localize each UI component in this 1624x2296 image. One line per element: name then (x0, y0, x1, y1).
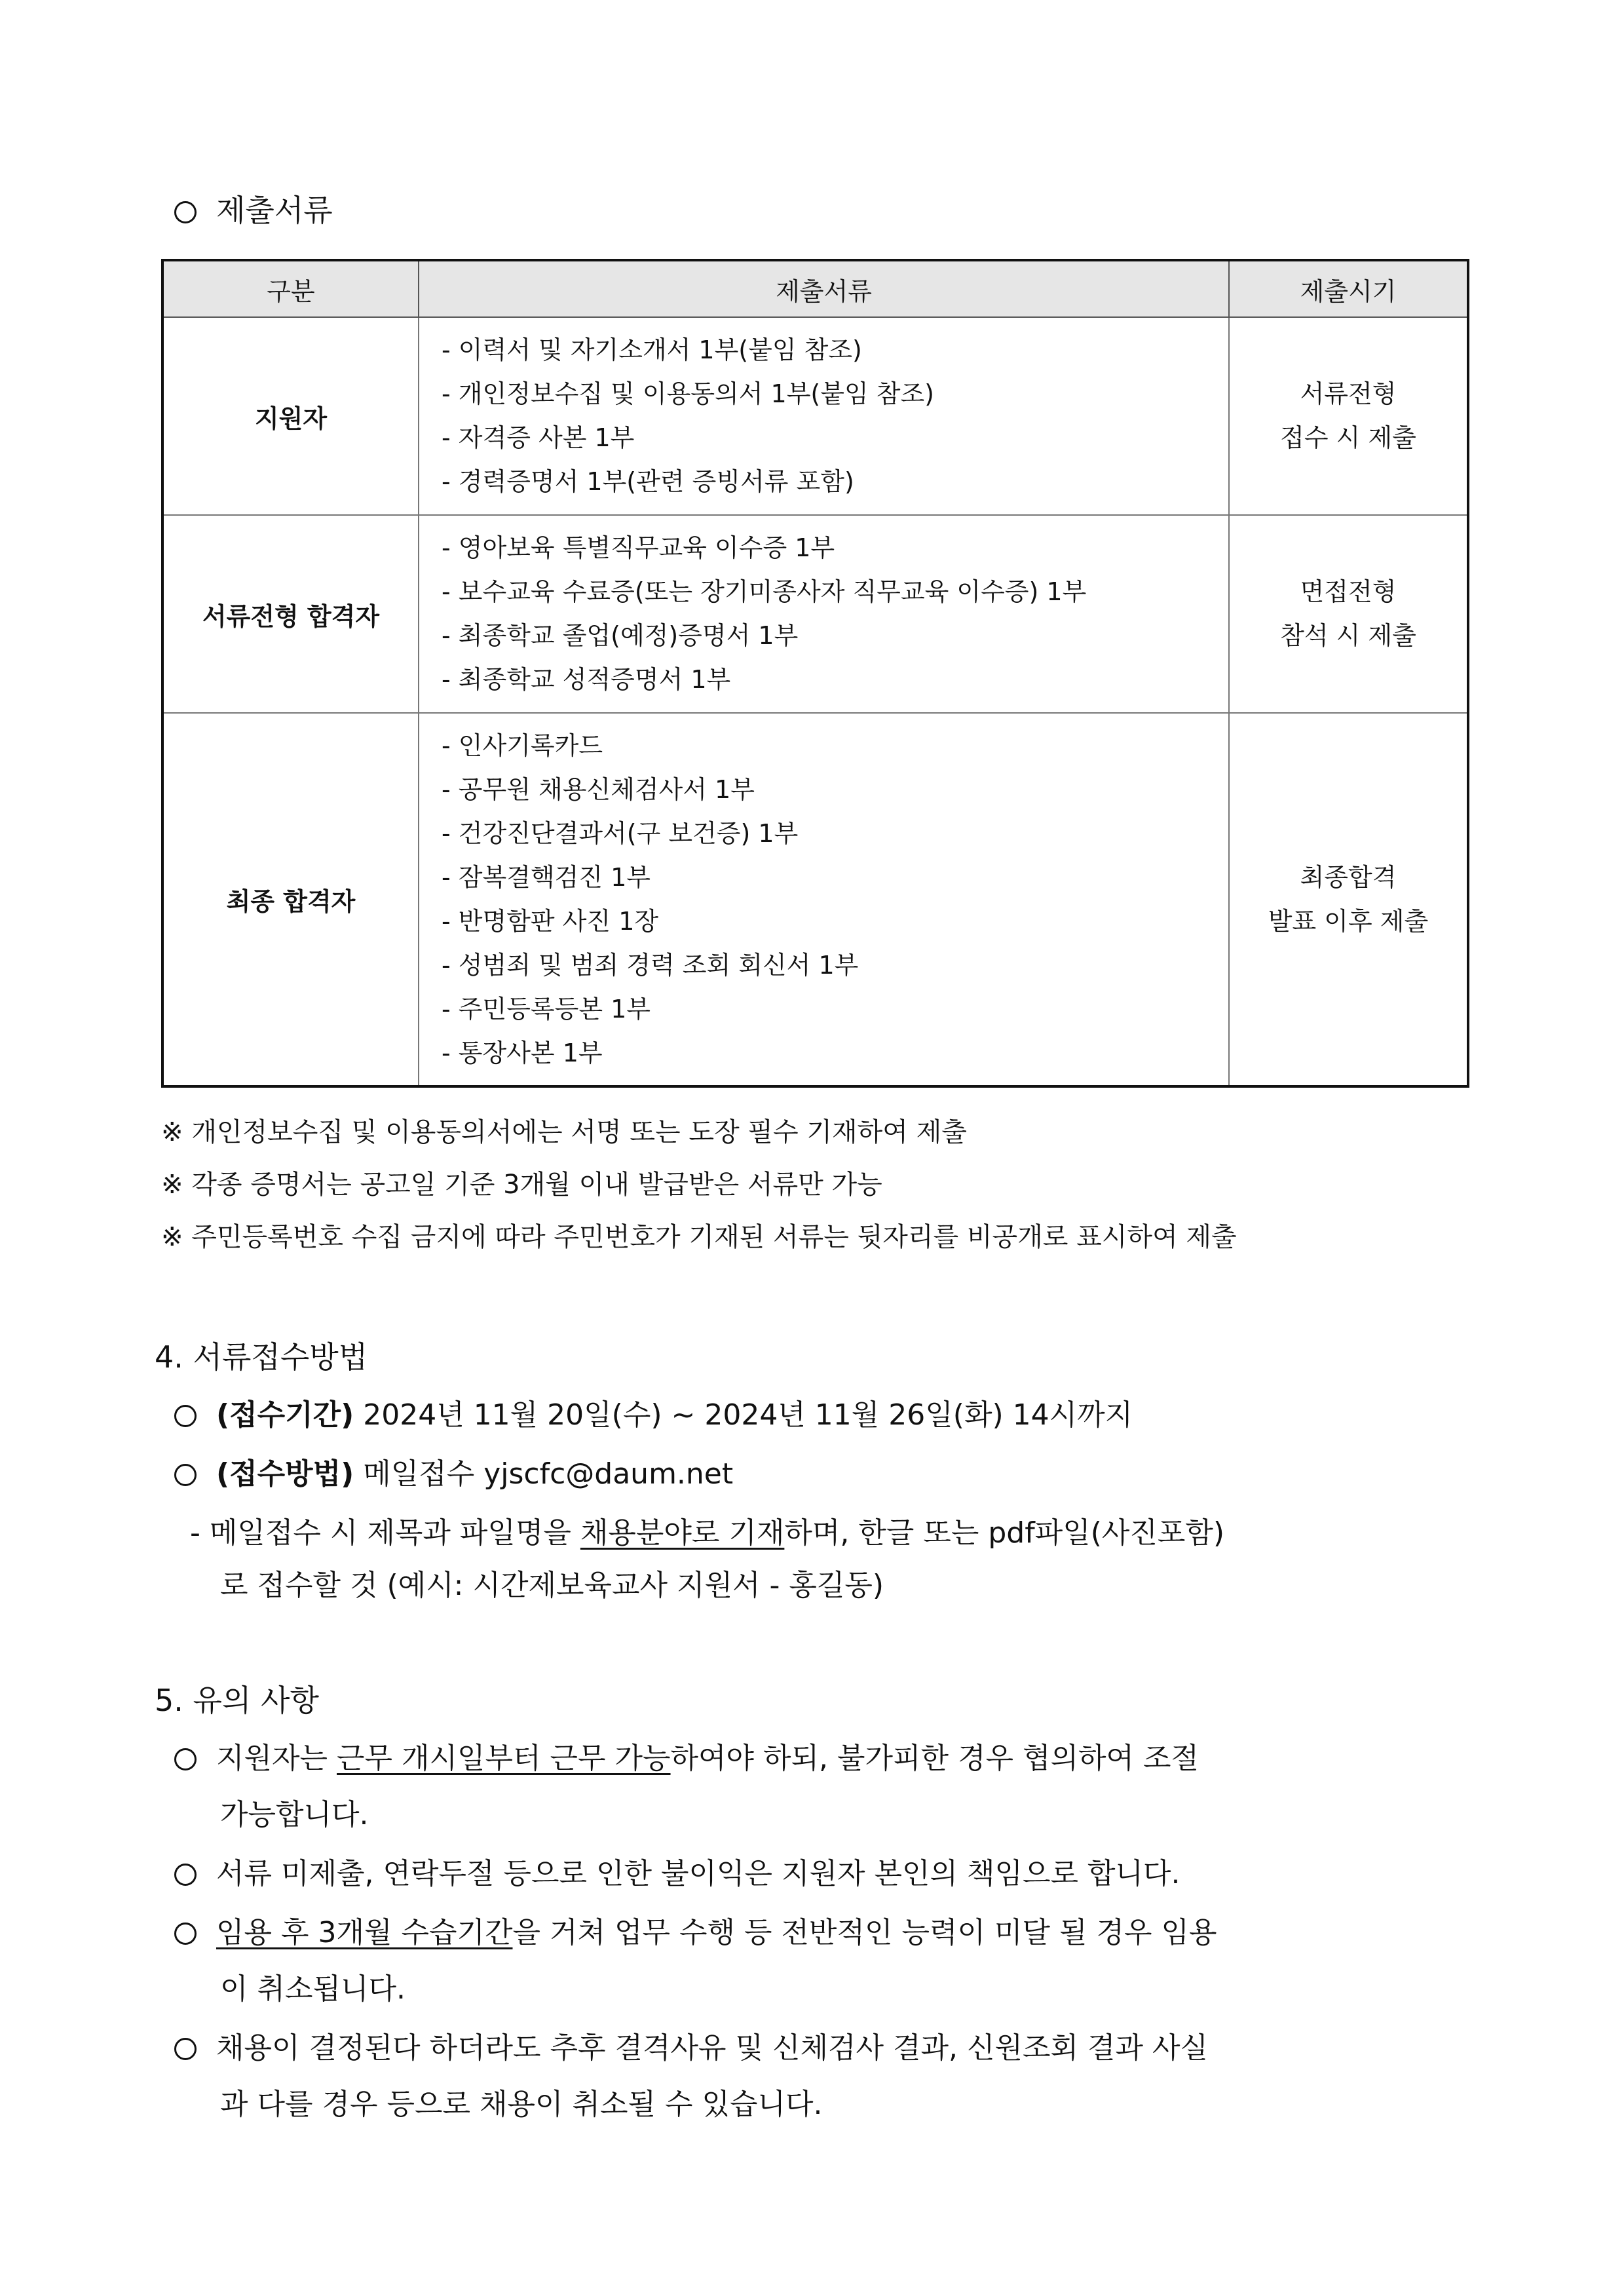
row-category: 서류전형 합격자 (162, 515, 419, 713)
timing-line: 면접전형 (1300, 577, 1397, 606)
section5-title: 5. 유의 사항 (155, 1683, 319, 1718)
email-detail-line: - 메일접수 시 제목과 파일명을 채용분야로 기재하며, 한글 또는 pdf파일(사진포함) (190, 1516, 1225, 1550)
row-category: 지원자 (162, 317, 419, 515)
table-row (162, 713, 1468, 1086)
notice-item: 지원자는 근무 개시일부터 근무 가능하여야 하되, 불가피한 경우 협의하여 조절 (174, 1744, 1199, 1773)
table-row (162, 317, 1468, 515)
document-item: - 인사기록카드 (442, 731, 603, 760)
timing-line: 서류전형 (1300, 379, 1397, 408)
method-label: (접수방법) (216, 1457, 354, 1491)
period-label: (접수기간) (216, 1398, 354, 1432)
document-item: - 통장사본 1부 (442, 1038, 603, 1067)
method-line (174, 1457, 734, 1491)
table-row (162, 515, 1468, 713)
row-items (419, 317, 1229, 515)
notice-item: 서류 미제출, 연락두절 등으로 인한 불이익은 지원자 본인의 책임으로 합니다. (174, 1860, 1180, 1888)
row-items (419, 515, 1229, 713)
underlined-text: 임용 후 3개월 수습기간 (216, 1916, 513, 1949)
document-item: - 이력서 및 자기소개서 1부(붙임 참조) (442, 335, 862, 364)
circle-bullet-icon (174, 1464, 197, 1486)
circle-bullet-icon (174, 1405, 197, 1427)
document-item: - 잠복결핵검진 1부 (442, 862, 651, 892)
document-item: - 영아보육 특별직무교육 이수증 1부 (442, 533, 835, 562)
header-category: 구분 (162, 260, 419, 317)
notice-item: 임용 후 3개월 수습기간을 거쳐 업무 수행 등 전반적인 능력이 미달 될 경우 임용 (174, 1919, 1217, 1947)
circle-bullet-icon (174, 1748, 197, 1770)
email-detail-line-2: 로 접수할 것 (예시: 시간제보육교사 지원서 - 홍길동) (220, 1569, 884, 1602)
row-timing (1229, 317, 1468, 515)
header-documents: 제출서류 (419, 260, 1229, 317)
section-docs-title: 제출서류 (174, 195, 333, 225)
document-item: - 공무원 채용신체검사서 1부 (442, 775, 755, 804)
underlined-text: 근무 개시일부터 근무 가능 (337, 1742, 671, 1775)
document-item: - 최종학교 성적증명서 1부 (442, 665, 731, 694)
row-timing (1229, 713, 1468, 1086)
document-item: - 성범죄 및 범죄 경력 조회 회신서 1부 (442, 950, 859, 980)
document-item: - 최종학교 졸업(예정)증명서 1부 (442, 621, 799, 650)
row-items (419, 713, 1229, 1086)
document-item: - 개인정보수집 및 이용동의서 1부(붙임 참조) (442, 379, 934, 408)
note-line: ※ 각종 증명서는 공고일 기준 3개월 이내 발급받은 서류만 가능 (161, 1170, 882, 1200)
document-item: - 주민등록등본 1부 (442, 994, 651, 1024)
note-line: ※ 주민등록번호 수집 금지에 따라 주민번호가 기재된 서류는 뒷자리를 비공개로 표시하여 제출 (161, 1222, 1237, 1252)
timing-line: 접수 시 제출 (1280, 423, 1416, 452)
timing-line: 발표 이후 제출 (1268, 906, 1429, 936)
notice-item-cont: 이 취소됩니다. (220, 1972, 406, 2006)
circle-bullet-icon (174, 2038, 197, 2060)
period-value: 2024년 11월 20일(수) ~ 2024년 11월 26일(화) 14시까지 (354, 1398, 1133, 1432)
circle-bullet-icon (174, 1923, 197, 1945)
notice-item-cont: 가능합니다. (220, 1798, 369, 1831)
timing-line: 최종합격 (1300, 862, 1397, 892)
circle-bullet-icon (174, 1864, 197, 1886)
document-item: - 자격증 사본 1부 (442, 423, 635, 452)
timing-line: 참석 시 제출 (1280, 621, 1416, 650)
document-item: - 보수교육 수료증(또는 장기미종사자 직무교육 이수증) 1부 (442, 577, 1087, 606)
row-category: 최종 합격자 (162, 713, 419, 1086)
note-line: ※ 개인정보수집 및 이용동의서에는 서명 또는 도장 필수 기재하여 제출 (161, 1117, 967, 1147)
period-line (174, 1398, 1133, 1432)
section4-title: 4. 서류접수방법 (155, 1339, 368, 1375)
notice-item-cont: 과 다를 경우 등으로 채용이 취소될 수 있습니다. (220, 2088, 823, 2121)
notice-item: 채용이 결정된다 하더라도 추후 결격사유 및 신체검사 결과, 신원조회 결과 사실 (174, 2034, 1208, 2063)
table-header-row (162, 260, 1468, 317)
document-item: - 경력증명서 1부(관련 증빙서류 포함) (442, 467, 854, 496)
document-item: - 반명함판 사진 1장 (442, 906, 659, 936)
circle-bullet-icon (174, 201, 197, 223)
document-item: - 건강진단결과서(구 보건증) 1부 (442, 818, 799, 848)
documents-table (161, 259, 1469, 1088)
method-value: 메일접수 yjscfc@daum.net (354, 1457, 734, 1491)
row-timing (1229, 515, 1468, 713)
underlined-text: 채용분야로 기재 (580, 1516, 785, 1550)
header-timing: 제출시기 (1229, 260, 1468, 317)
